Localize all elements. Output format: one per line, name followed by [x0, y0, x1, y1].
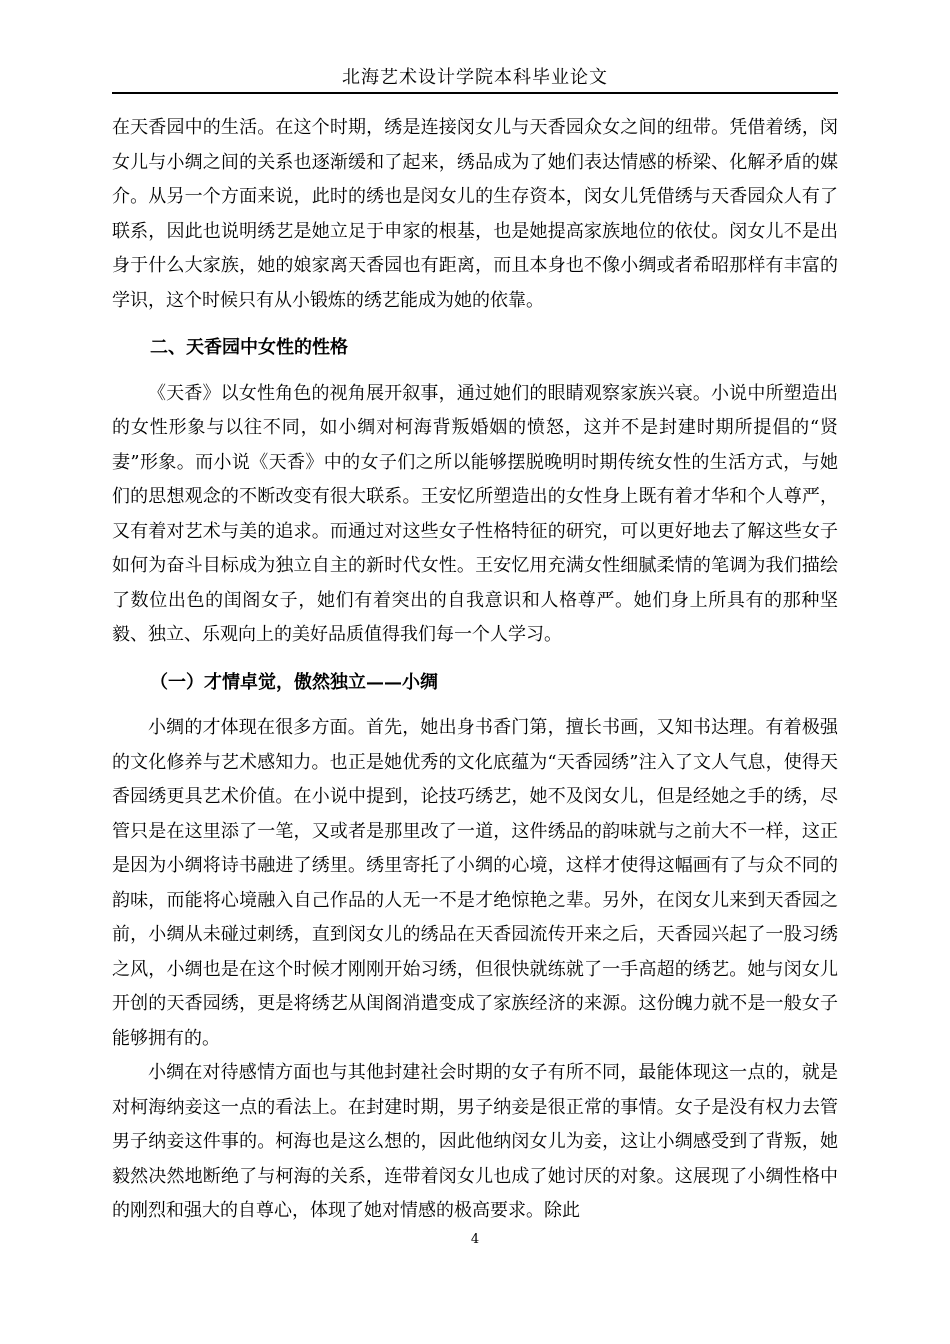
page-number: 4	[470, 1232, 480, 1247]
paragraph-continued: 在天香园中的生活。在这个时期，绣是连接闵女儿与天香园众女之间的纽带。凭借着绣，闵女儿与小绸之间的关系也逐渐缓和了起来，绣品成为了她们表达情感的桥梁、化解矛盾的媒介。从另一个方面来说，此时的绣也是闵女儿的生存资本，闵女儿凭借绣与天香园众人有了联系，因此也说明绣艺是她立足于申家的根基，也是她提高家族地位的依仗。闵女儿不是出身于什么大家族，她的娘家离天香园也有距离，而且本身也不像小绸或者希昭那样有丰富的学识，这个时候只有从小锻炼的绣艺能成为她的依靠。	[112, 117, 838, 311]
paper-body	[112, 111, 838, 1229]
header-divider	[112, 92, 838, 94]
paragraph: 《天香》以女性角色的视角展开叙事，通过她们的眼睛观察家族兴衰。小说中所塑造出的女性形象与以往不同，如小绸对柯海背叛婚姻的愤怒，这并不是封建时期所提倡的“贤妻”形象。而小说《天香》中的女子们之所以能够摆脱晚明时期传统女性的生活方式，与她们的思想观念的不断改变有很大联系。王安忆所塑造出的女性身上既有着才华和个人尊严，又有着对艺术与美的追求。而通过对这些女子性格特征的研究，可以更好地去了解这些女子如何为奋斗目标成为独立自主的新时代女性。王安忆用充满女性细腻柔情的笔调为我们描绘了数位出色的闺阁女子，她们有着突出的自我意识和人格尊严。她们身上所具有的那种坚毅、独立、乐观向上的美好品质值得我们每一个人学习。	[112, 382, 838, 645]
paragraph: 小绸的才体现在很多方面。首先，她出身书香门第，擅长书画，又知书达理。有着极强的文化修养与艺术感知力。也正是她优秀的文化底蕴为“天香园绣”注入了文人气息，使得天香园绣更具艺术价值。在小说中提到，论技巧绣艺，她不及闵女儿，但是经她之手的绣，尽管只是在这里添了一笔，又或者是那里改了一道，这件绣品的韵味就与之前大不一样，这正是因为小绸将诗书融进了绣里。绣里寄托了小绸的心境，这样才使得这幅画有了与众不同的韵味，而能将心境融入自己作品的人无一不是才绝惊艳之辈。另外，在闵女儿来到天香园之前，小绸从未碰过刺绣，直到闵女儿的绣品在天香园流传开来之后，天香园兴起了一股习绣之风，小绸也是在这个时候才刚刚开始习绣，但很快就练就了一手高超的绣艺。她与闵女儿开创的天香园绣，更是将绣艺从闺阁消遣变成了家族经济的来源。这份魄力就不是一般女子能够拥有的。	[112, 717, 838, 1049]
subsection-heading: （一）才情卓觉，傲然独立——小绸	[150, 671, 438, 693]
running-header: 北海艺术设计学院本科毕业论文	[342, 67, 608, 88]
section-heading: 二、天香园中女性的性格	[150, 337, 348, 358]
paragraph: 小绸在对待感情方面也与其他封建社会时期的女子有所不同，最能体现这一点的，就是对柯海纳妾这一点的看法上。在封建时期，男子纳妾是很正常的事情。女子是没有权力去管男子纳妾这件事的。柯海也是这么想的，因此他纳闵女儿为妾，这让小绸感受到了背叛，她毅然决然地断绝了与柯海的关系，连带着闵女儿也成了她讨厌的对象。这展现了小绸性格中的刚烈和强大的自尊心，体现了她对情感的极高要求。除此	[112, 1062, 838, 1221]
